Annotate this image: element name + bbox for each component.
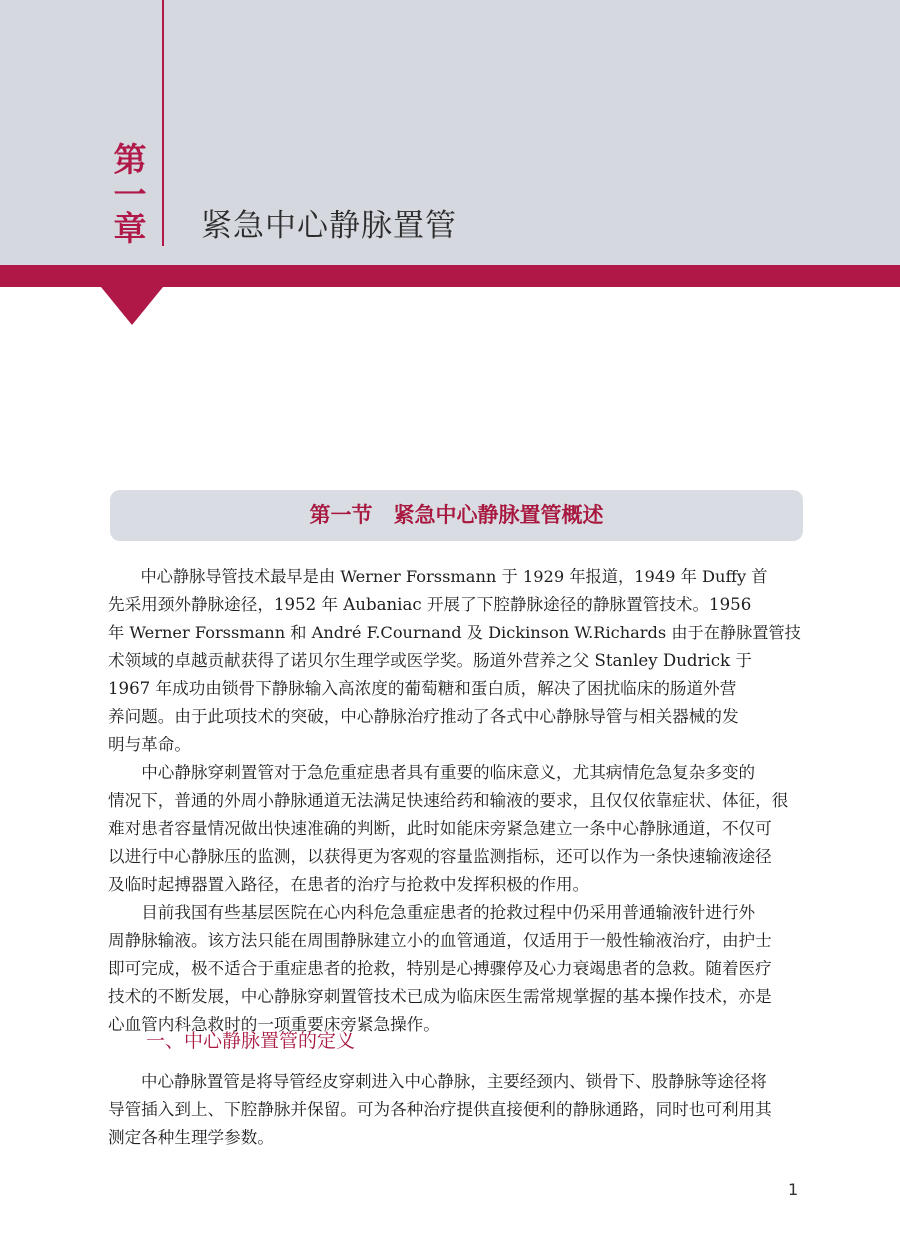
text-line: 技术的不断发展，中心静脉穿刺置管技术已成为临床医生需常规掌握的基本操作技术，亦是 <box>108 987 772 1006</box>
text-line: 先采用颈外静脉途径，1952 年 Aubaniac 开展了下腔静脉途径的静脉置管技术。1956 <box>108 595 752 614</box>
section-title-box <box>110 490 803 541</box>
chapter-divider-line <box>162 0 164 246</box>
text-line: 中心静脉置管是将导管经皮穿刺进入中心静脉，主要经颈内、锁骨下、股静脉等途径将 <box>140 1072 767 1091</box>
text-line: 目前我国有些基层医院在心内科危急重症患者的抢救过程中仍采用普通输液针进行外 <box>141 903 756 922</box>
text-line: 1967 年成功由锁骨下静脉输入高浓度的葡萄糖和蛋白质，解决了困扰临床的肠道外营 <box>108 679 737 698</box>
page-number: 1 <box>788 1180 799 1199</box>
text-line: 以进行中心静脉压的监测，以获得更为客观的容量监测指标，还可以作为一条快速输液途径 <box>108 847 772 866</box>
chapter-number <box>108 140 152 248</box>
paragraph <box>108 563 804 759</box>
text-line: 及临时起搏器置入路径，在患者的治疗与抢救中发挥积极的作用。 <box>108 875 590 894</box>
text-line: 情况下，普通的外周小静脉通道无法满足快速给药和输液的要求，且仅仅依靠症状、体征，很 <box>108 791 789 810</box>
paragraph <box>108 899 804 1039</box>
definition-text <box>108 1068 804 1152</box>
paragraph <box>108 1068 804 1152</box>
chapter-accent-bar <box>0 265 900 287</box>
section-title: 第一节 紧急中心静脉置管概述 <box>309 503 604 527</box>
chapter-number-char: 章 <box>113 209 147 248</box>
text-line: 明与革命。 <box>108 735 191 754</box>
text-line: 养问题。由于此项技术的突破，中心静脉治疗推动了各式中心静脉导管与相关器械的发 <box>108 707 739 726</box>
text-line: 测定各种生理学参数。 <box>108 1128 274 1147</box>
text-line: 心血管内科急救时的一项重要床旁紧急操作。 <box>108 1015 440 1034</box>
paragraph <box>108 759 804 899</box>
text-line: 难对患者容量情况做出快速准确的判断，此时如能床旁紧急建立一条中心静脉通道，不仅可 <box>108 819 772 838</box>
text-line: 中心静脉导管技术最早是由 Werner Forssmann 于 1929 年报道，1949 年 Duffy 首 <box>140 567 768 586</box>
text-line: 中心静脉穿刺置管对于急危重症患者具有重要的临床意义，尤其病情危急复杂多变的 <box>141 763 756 782</box>
chapter-number-char: 第 <box>113 140 147 179</box>
text-line: 术领域的卓越贡献获得了诺贝尔生理学或医学奖。肠道外营养之父 Stanley Dudrick 于 <box>108 651 752 670</box>
text-line: 周静脉输液。该方法只能在周围静脉建立小的血管通道，仅适用于一般性输液治疗，由护士 <box>108 931 772 950</box>
chapter-number-char: 一 <box>113 174 147 214</box>
triangle-marker-icon <box>101 287 163 325</box>
chapter-title: 紧急中心静脉置管 <box>201 208 457 244</box>
text-line: 即可完成，极不适合于重症患者的抢救，特别是心搏骤停及心力衰竭患者的急救。随着医疗 <box>108 959 772 978</box>
text-line: 导管插入到上、下腔静脉并保留。可为各种治疗提供直接便利的静脉通路，同时也可利用其 <box>108 1100 772 1119</box>
intro-text <box>108 563 804 1039</box>
text-line: 年 Werner Forssmann 和 André F.Cournand 及 Dickinson W.Richards 由于在静脉置管技 <box>108 623 801 642</box>
subsection-heading: 一、中心静脉置管的定义 <box>146 1030 356 1052</box>
